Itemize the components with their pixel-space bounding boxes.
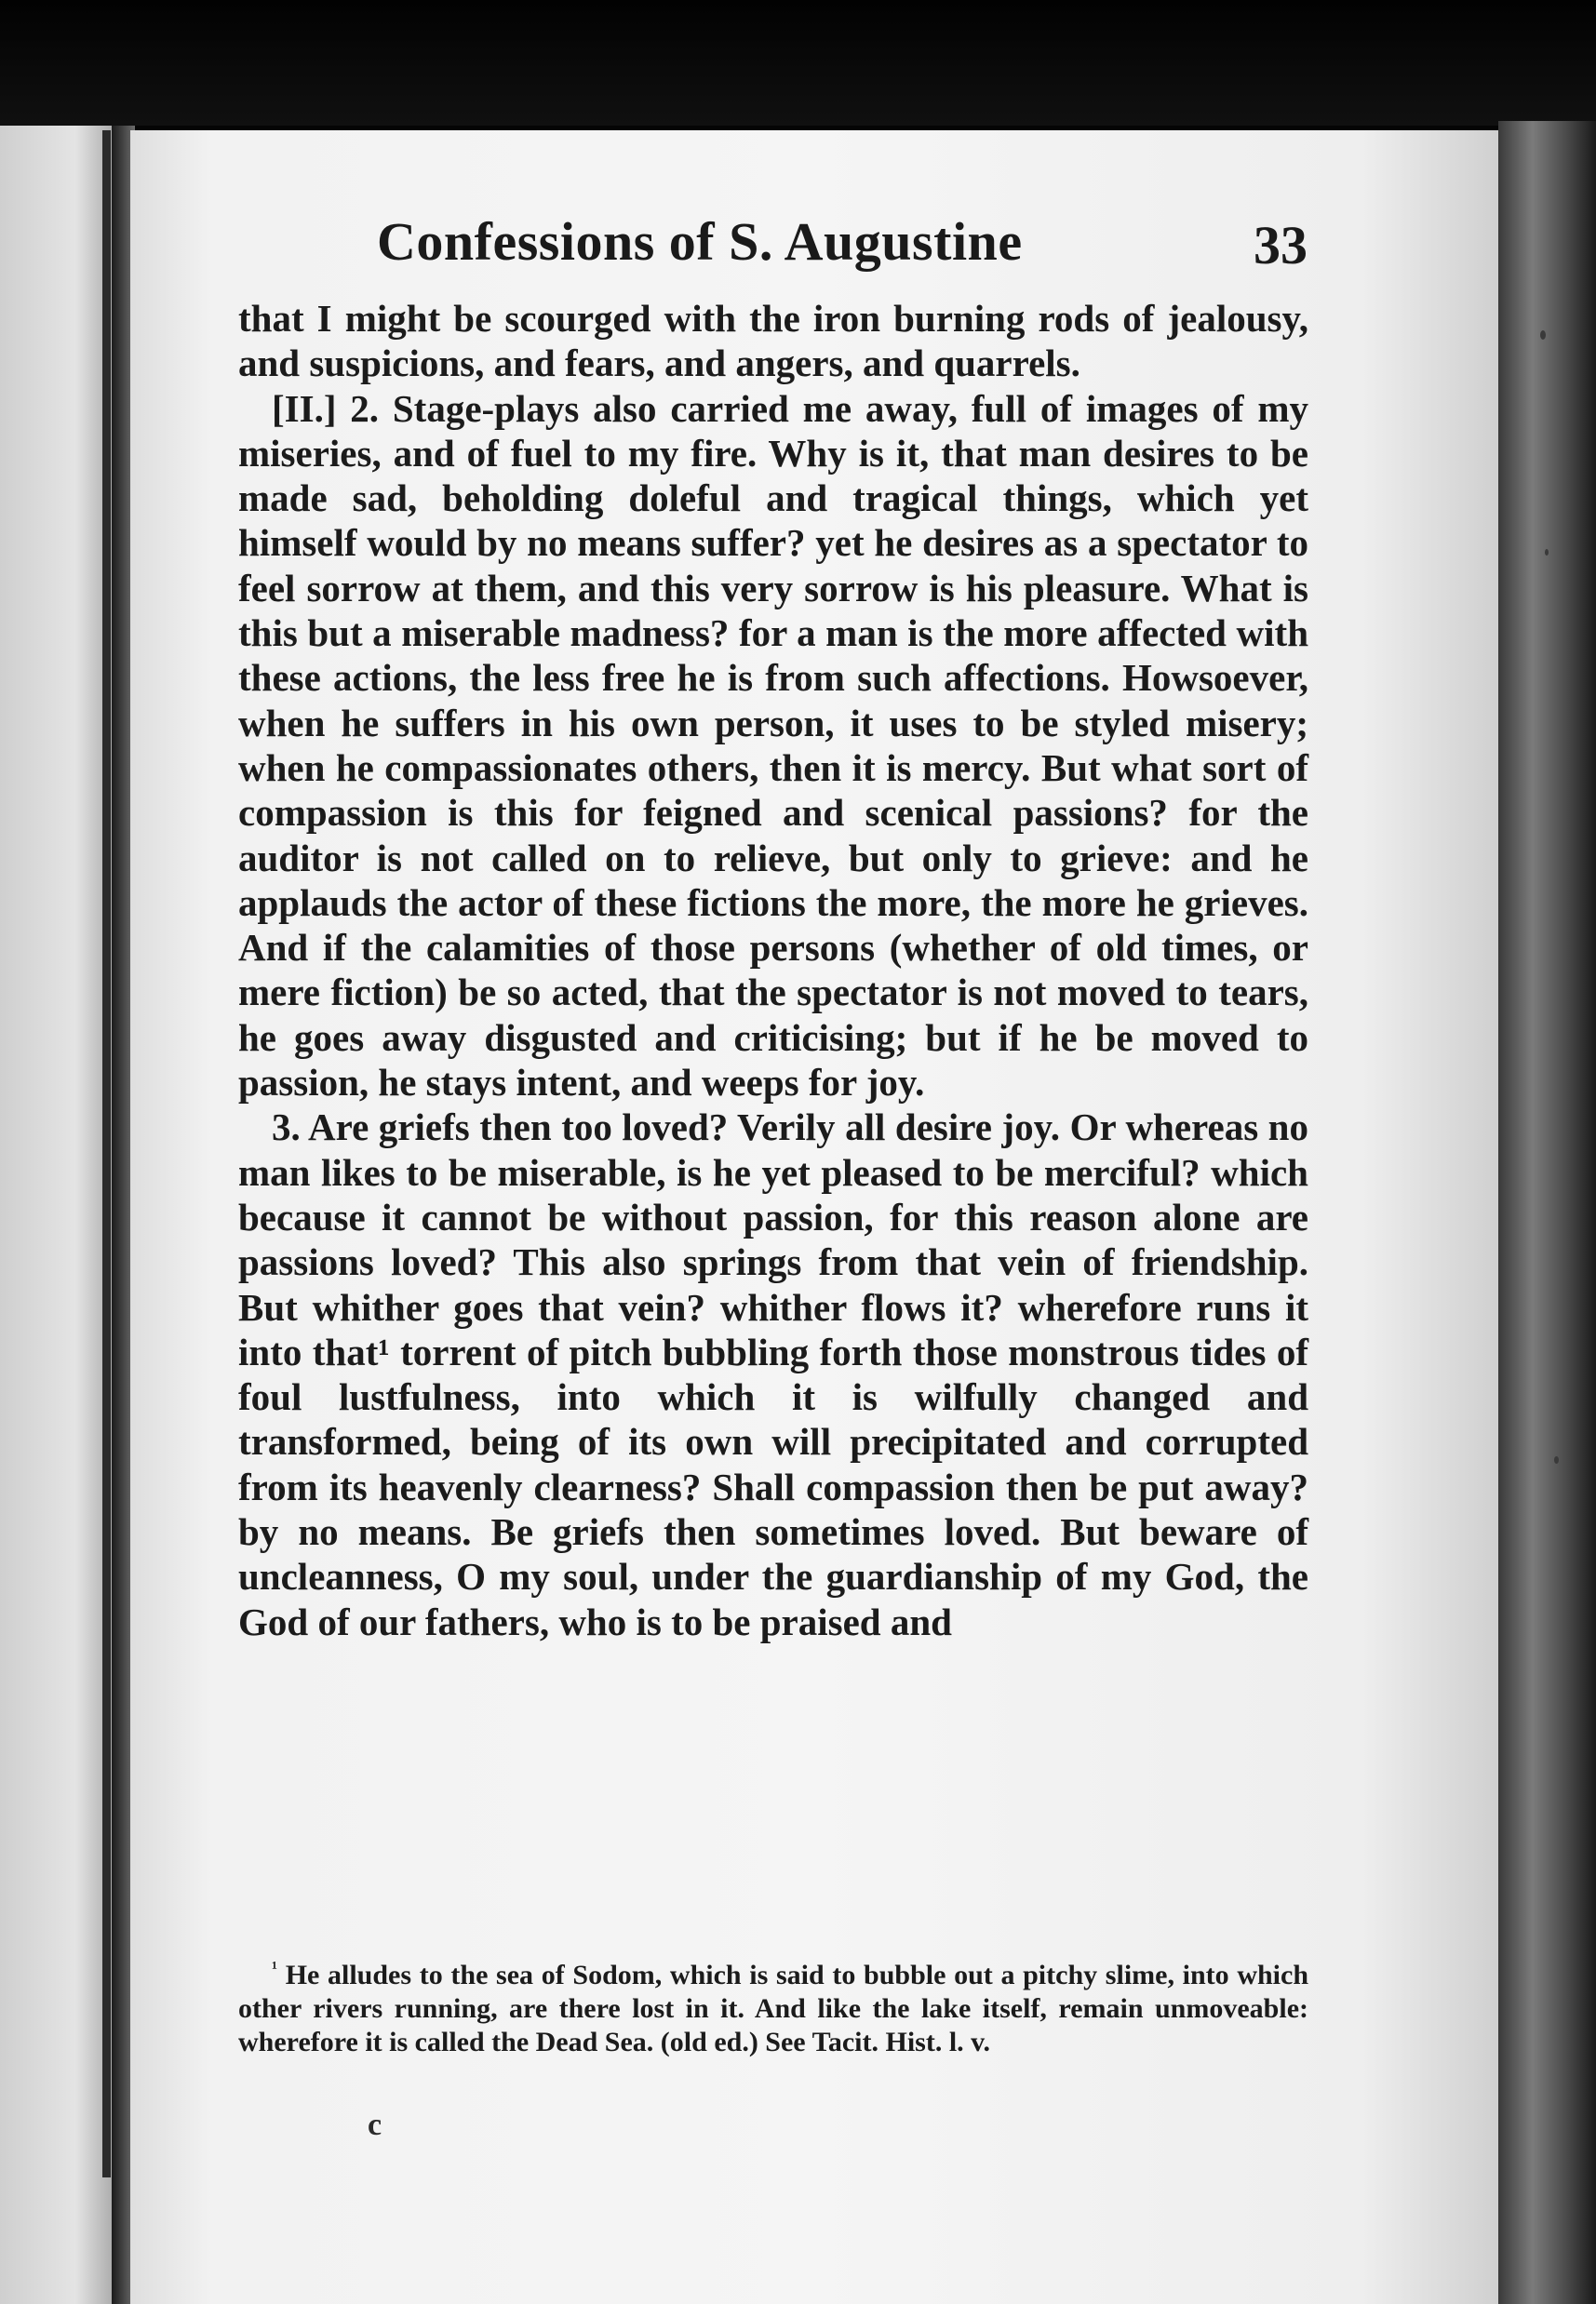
printer-signature-mark: c <box>368 2108 382 2142</box>
paragraph-section-2: [II.] 2. Stage-plays also carried me away, full of images of my miseries, and of fuel to my fire. Why is it, that man desires to be made sad, beholding doleful and tragical things, which yet himself would by no means suffer? yet he desires as a spectator to feel sorrow at them, and this very sorrow is his pleasure. What is this but a miserable madness? for a man is the more affected with these actions, the less free he is from such affections. Howsoever, when he suffers in his own person, it uses to be styled misery; when he compassionates others, then it is mercy. But what sort of compassion is this for feigned and scenical passions? for the auditor is not called on to relieve, but only to grieve: and he applauds the actor of these fictions the more, the more he grieves. And if the calamities of those persons (whether of old times, or mere fiction) be so acted, that the spectator is not moved to tears, he goes away disgusted and criticising; but if he be moved to passion, he stays intent, and weeps for joy. <box>238 386 1308 1105</box>
paragraph-section-3: 3. Are griefs then too loved? Verily all desire joy. Or whereas no man likes to be miserable, is he yet pleased to be merciful? which because it cannot be without passion, for this reason alone are passions loved? This also springs from that vein of friendship. But whither goes that vein? whither flows it? wherefore runs it into that¹ torrent of pitch bubbling forth those monstrous tides of foul lustfulness, into which it is wilfully changed and transformed, being of its own will precipitated and corrupted from its heavenly clearness? Shall compassion then be put away? by no means. Be griefs then sometimes loved. But beware of uncleanness, O my soul, under the guardianship of my God, the God of our fathers, who is to be praised and <box>238 1105 1308 1643</box>
footnote-mark: ¹ <box>272 1958 277 1978</box>
footnote-text: He alludes to the sea of Sodom, which is said to bubble out a pitchy slime, into which other rivers running, are there lost in it. And like the lake itself, remain unmoveable: wherefore it is called the Dead Sea. (old ed.) See Tacit. Hist. l. v. <box>238 1960 1309 2057</box>
body-text <box>238 296 1308 1644</box>
scan-speck <box>1540 330 1546 340</box>
running-head: Confessions of S. Augustine <box>377 211 1023 272</box>
page-stack-edge <box>1498 121 1596 2304</box>
footnotes <box>238 1959 1308 2059</box>
paragraph-continuation: that I might be scourged with the iron burning rods of jealousy, and suspicions, and fears, and angers, and quarrels. <box>238 297 1308 385</box>
page-number: 33 <box>1254 215 1308 275</box>
footnote-1 <box>238 1959 1308 2059</box>
scan-top-border <box>0 0 1596 126</box>
facing-page-rule <box>102 130 111 2177</box>
page-header <box>237 209 1308 284</box>
scan-speck <box>1554 1456 1559 1464</box>
scan-speck <box>1545 549 1549 556</box>
